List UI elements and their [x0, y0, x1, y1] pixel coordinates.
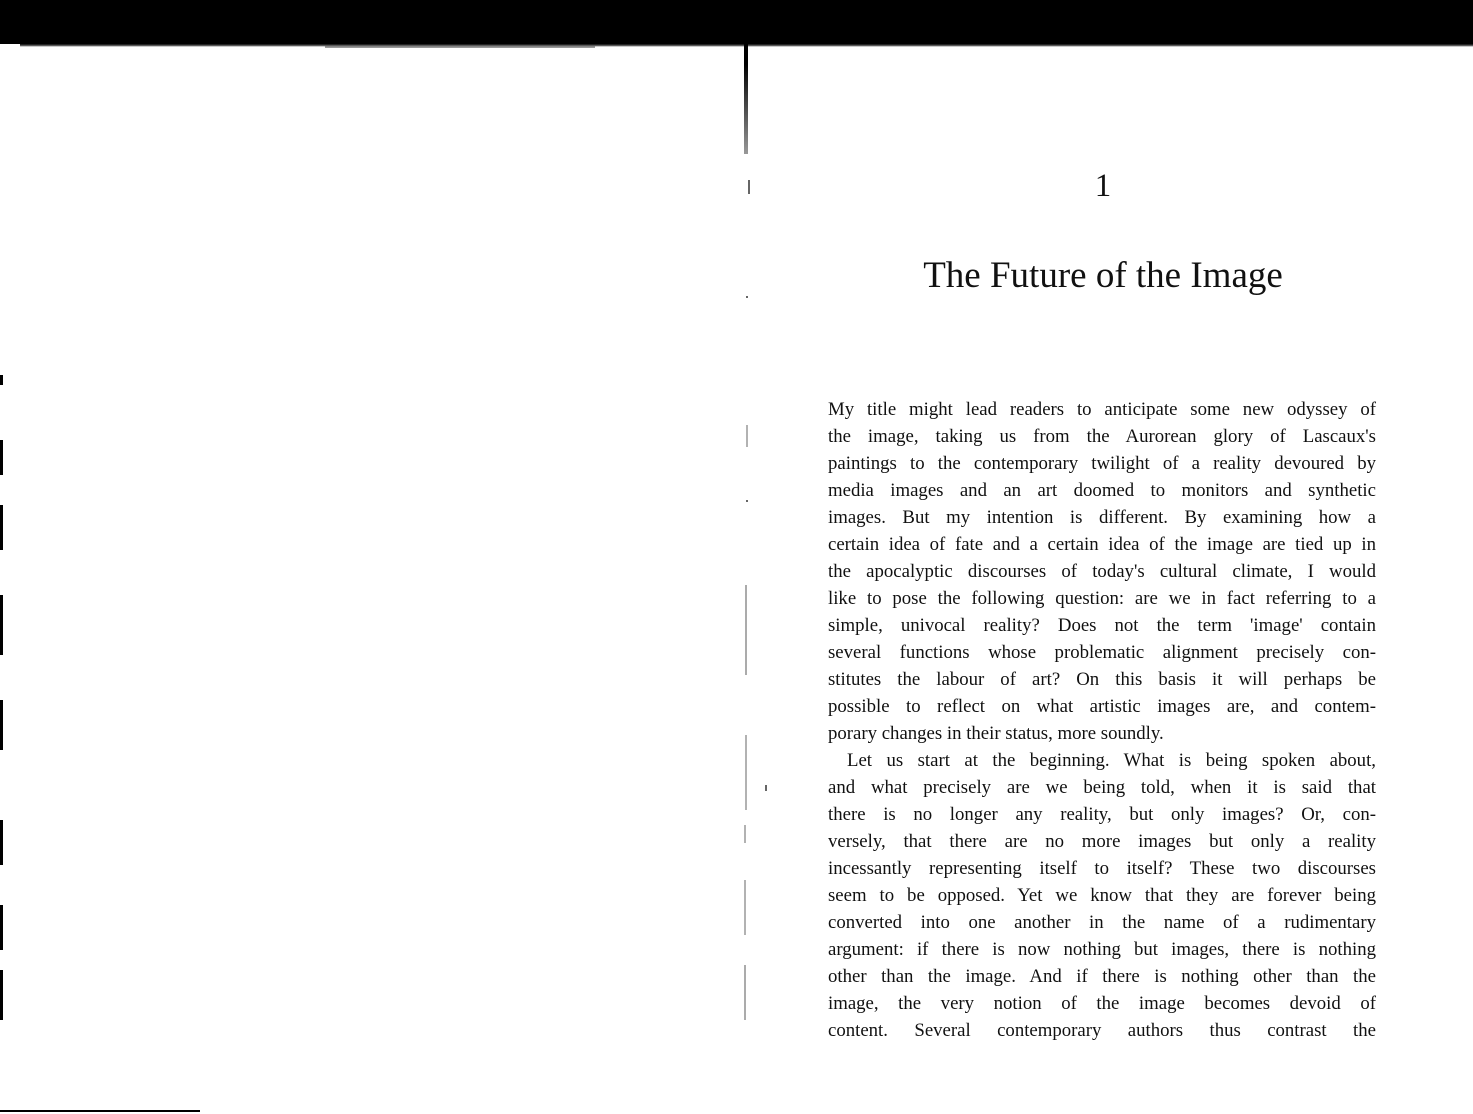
- scan-edge-mark: [0, 700, 3, 750]
- text-line: stitutes the labour of art? On this basis it will perhaps be: [828, 669, 1376, 690]
- text-line: paintings to the contemporary twilight of a reality devoured by: [828, 453, 1376, 474]
- gutter-speck: [745, 735, 747, 810]
- text-line: other than the image. And if there is nothing other than the: [828, 966, 1376, 987]
- text-line: image, the very notion of the image becomes devoid of: [828, 993, 1376, 1014]
- scan-edge-mark: [0, 505, 3, 550]
- text-line: possible to reflect on what artistic images are, and contem-: [828, 696, 1376, 717]
- scan-edge-mark: [0, 820, 3, 865]
- book-gutter: [744, 44, 748, 154]
- scan-edge-mark: [0, 905, 3, 950]
- scan-edge-mark: [0, 440, 3, 475]
- scan-edge-mark: [0, 375, 3, 385]
- text-line: media images and an art doomed to monitors and synthetic: [828, 480, 1376, 501]
- body-text: [828, 396, 1376, 1044]
- text-line: versely, that there are no more images but only a reality: [828, 831, 1376, 852]
- text-line: converted into one another in the name of a rudimentary: [828, 912, 1376, 933]
- scan-scratch: [325, 46, 595, 48]
- gutter-speck: [744, 825, 746, 843]
- text-line: seem to be opposed. Yet we know that they are forever being: [828, 885, 1376, 906]
- chapter-title: The Future of the Image: [923, 255, 1283, 296]
- text-line: Let us start at the beginning. What is being spoken about,: [847, 750, 1376, 771]
- gutter-speck: [745, 585, 747, 675]
- text-line: content. Several contemporary authors thus contrast the: [828, 1020, 1376, 1041]
- text-line: My title might lead readers to anticipate some new odyssey of: [828, 399, 1376, 420]
- gutter-speck: [748, 180, 750, 194]
- gutter-speck: [746, 500, 748, 502]
- text-line: certain idea of fate and a certain idea of the image are tied up in: [828, 534, 1376, 555]
- gutter-speck: [746, 425, 748, 447]
- scan-edge-mark: [0, 595, 3, 655]
- text-line: simple, univocal reality? Does not the term 'image' contain: [828, 615, 1376, 636]
- scan-bottom-edge: [0, 1110, 200, 1112]
- text-line: there is no longer any reality, but only images? Or, con-: [828, 804, 1376, 825]
- text-line: argument: if there is now nothing but images, there is nothing: [828, 939, 1376, 960]
- text-line: the image, taking us from the Aurorean glory of Lascaux's: [828, 426, 1376, 447]
- gutter-speck: [765, 785, 767, 791]
- text-line: several functions whose problematic alignment precisely con-: [828, 642, 1376, 663]
- scan-edge-mark: [0, 970, 3, 1020]
- chapter-number: 1: [1094, 168, 1112, 204]
- gutter-speck: [746, 296, 748, 298]
- text-line: porary changes in their status, more soundly.: [828, 723, 1164, 744]
- text-line: the apocalyptic discourses of today's cultural climate, I would: [828, 561, 1376, 582]
- gutter-speck: [744, 965, 746, 1020]
- text-line: incessantly representing itself to itself? These two discourses: [828, 858, 1376, 879]
- text-line: images. But my intention is different. By examining how a: [828, 507, 1376, 528]
- text-line: like to pose the following question: are we in fact referring to a: [828, 588, 1376, 609]
- gutter-speck: [744, 880, 746, 935]
- text-line: and what precisely are we being told, when it is said that: [828, 777, 1376, 798]
- scan-top-shadow: [0, 0, 1473, 44]
